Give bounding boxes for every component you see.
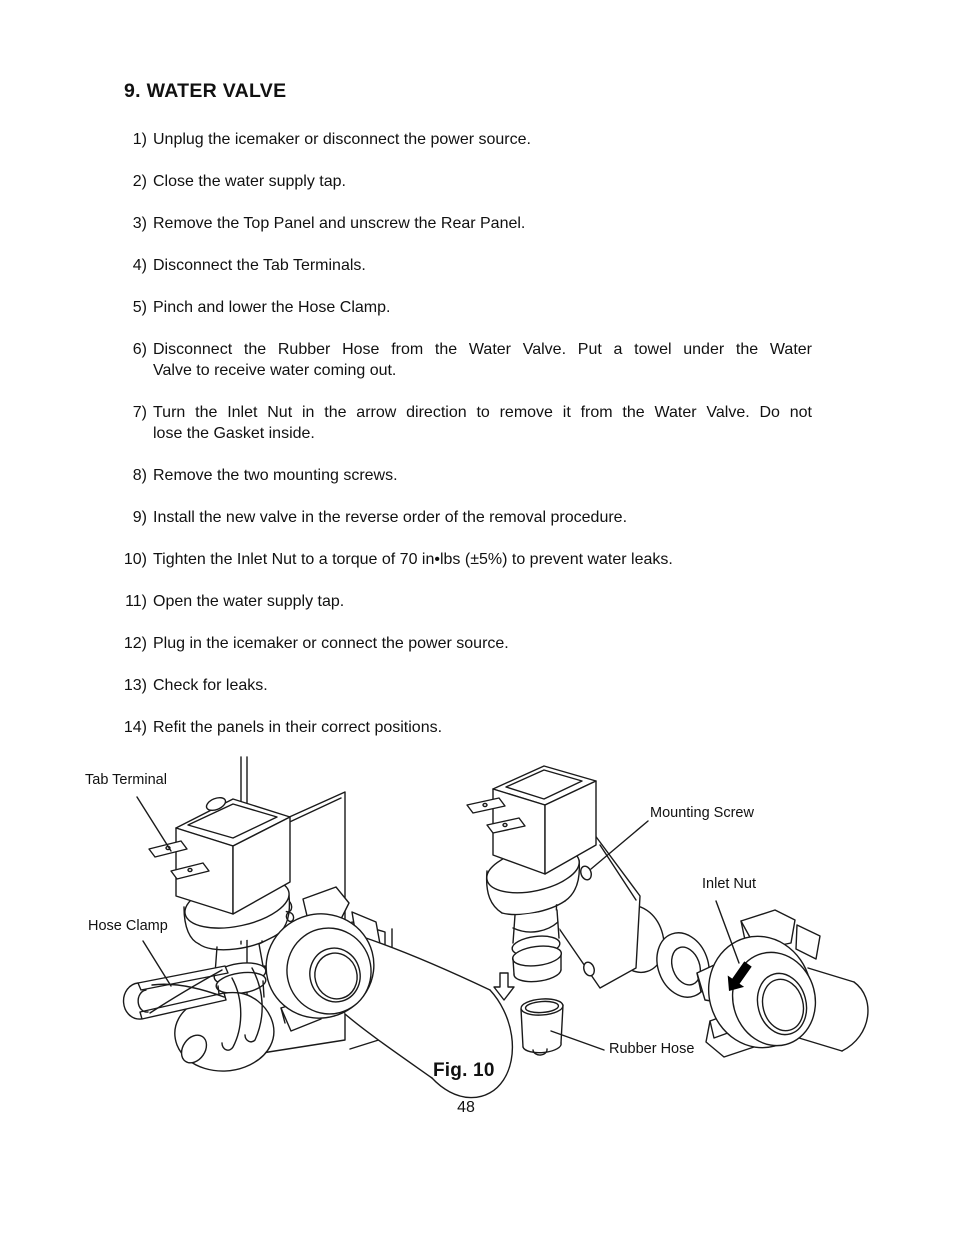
page-number: 48 bbox=[457, 1099, 475, 1116]
page-title: 9. WATER VALVE bbox=[124, 80, 287, 102]
instruction-item bbox=[117, 129, 812, 150]
instruction-item bbox=[117, 465, 812, 486]
label-hose-clamp: Hose Clamp bbox=[88, 918, 168, 934]
instruction-number: 1) bbox=[132, 131, 147, 148]
instruction-item bbox=[117, 255, 812, 276]
instruction-text: Tighten the Inlet Nut to a torque of 70 in•lbs (±5%) to prevent water leaks. bbox=[153, 551, 673, 568]
instruction-item bbox=[117, 339, 812, 381]
instruction-number: 14) bbox=[123, 719, 147, 736]
label-mounting-screw: Mounting Screw bbox=[650, 805, 754, 821]
instruction-item bbox=[117, 633, 812, 654]
instruction-number: 4) bbox=[132, 257, 147, 274]
instruction-text: Install the new valve in the reverse order of the removal procedure. bbox=[153, 509, 628, 526]
instruction-text: Disconnect the Tab Terminals. bbox=[153, 257, 366, 274]
instruction-number: 10) bbox=[123, 551, 147, 568]
instruction-number: 11) bbox=[125, 593, 147, 610]
label-rubber-hose: Rubber Hose bbox=[609, 1041, 695, 1057]
instruction-item bbox=[117, 717, 812, 738]
instruction-item bbox=[117, 507, 812, 528]
instruction-text: Unplug the icemaker or disconnect the power source. bbox=[153, 131, 531, 148]
instruction-number: 5) bbox=[132, 299, 147, 316]
label-tab-terminal: Tab Terminal bbox=[85, 772, 167, 788]
instruction-item bbox=[117, 549, 812, 570]
leader-tab-terminal bbox=[137, 797, 171, 851]
instruction-number: 9) bbox=[132, 509, 147, 526]
instruction-number: 13) bbox=[123, 677, 147, 694]
instruction-text: Refit the panels in their correct positions. bbox=[153, 719, 443, 736]
instruction-text: Close the water supply tap. bbox=[153, 173, 346, 190]
instruction-text: Check for leaks. bbox=[153, 677, 268, 694]
instruction-item bbox=[117, 402, 812, 444]
instruction-number: 7) bbox=[132, 404, 147, 421]
instruction-text: Plug in the icemaker or connect the power source. bbox=[153, 635, 509, 652]
instruction-item bbox=[117, 675, 812, 696]
instruction-number: 12) bbox=[123, 635, 147, 652]
instruction-item bbox=[117, 591, 812, 612]
instruction-number: 8) bbox=[132, 467, 147, 484]
instruction-item bbox=[117, 171, 812, 192]
instruction-number: 3) bbox=[132, 215, 147, 232]
instruction-text: Remove the two mounting screws. bbox=[153, 467, 398, 484]
instruction-item bbox=[117, 213, 812, 234]
instruction-text: Disconnect the Rubber Hose from the Water Valve. Put a towel under the Water bbox=[153, 341, 812, 358]
instruction-item bbox=[117, 297, 812, 318]
instruction-text: Open the water supply tap. bbox=[153, 593, 345, 610]
instruction-number: 6) bbox=[132, 341, 147, 358]
instruction-number: 2) bbox=[132, 173, 147, 190]
instruction-text: Valve to receive water coming out. bbox=[153, 362, 397, 379]
instruction-text: Pinch and lower the Hose Clamp. bbox=[153, 299, 391, 316]
instruction-text: lose the Gasket inside. bbox=[153, 425, 315, 442]
figure-caption: Fig. 10 bbox=[433, 1060, 495, 1081]
down-arrow-icon bbox=[494, 973, 514, 1000]
rubber-hose-part bbox=[520, 998, 563, 1055]
water-valve-installed-view bbox=[124, 757, 513, 1098]
instruction-list bbox=[117, 129, 812, 759]
instruction-text: Remove the Top Panel and unscrew the Rear Panel. bbox=[153, 215, 526, 232]
instruction-text: Turn the Inlet Nut in the arrow direction to remove it from the Water Valve. Do not bbox=[153, 404, 812, 421]
label-inlet-nut: Inlet Nut bbox=[702, 876, 756, 892]
